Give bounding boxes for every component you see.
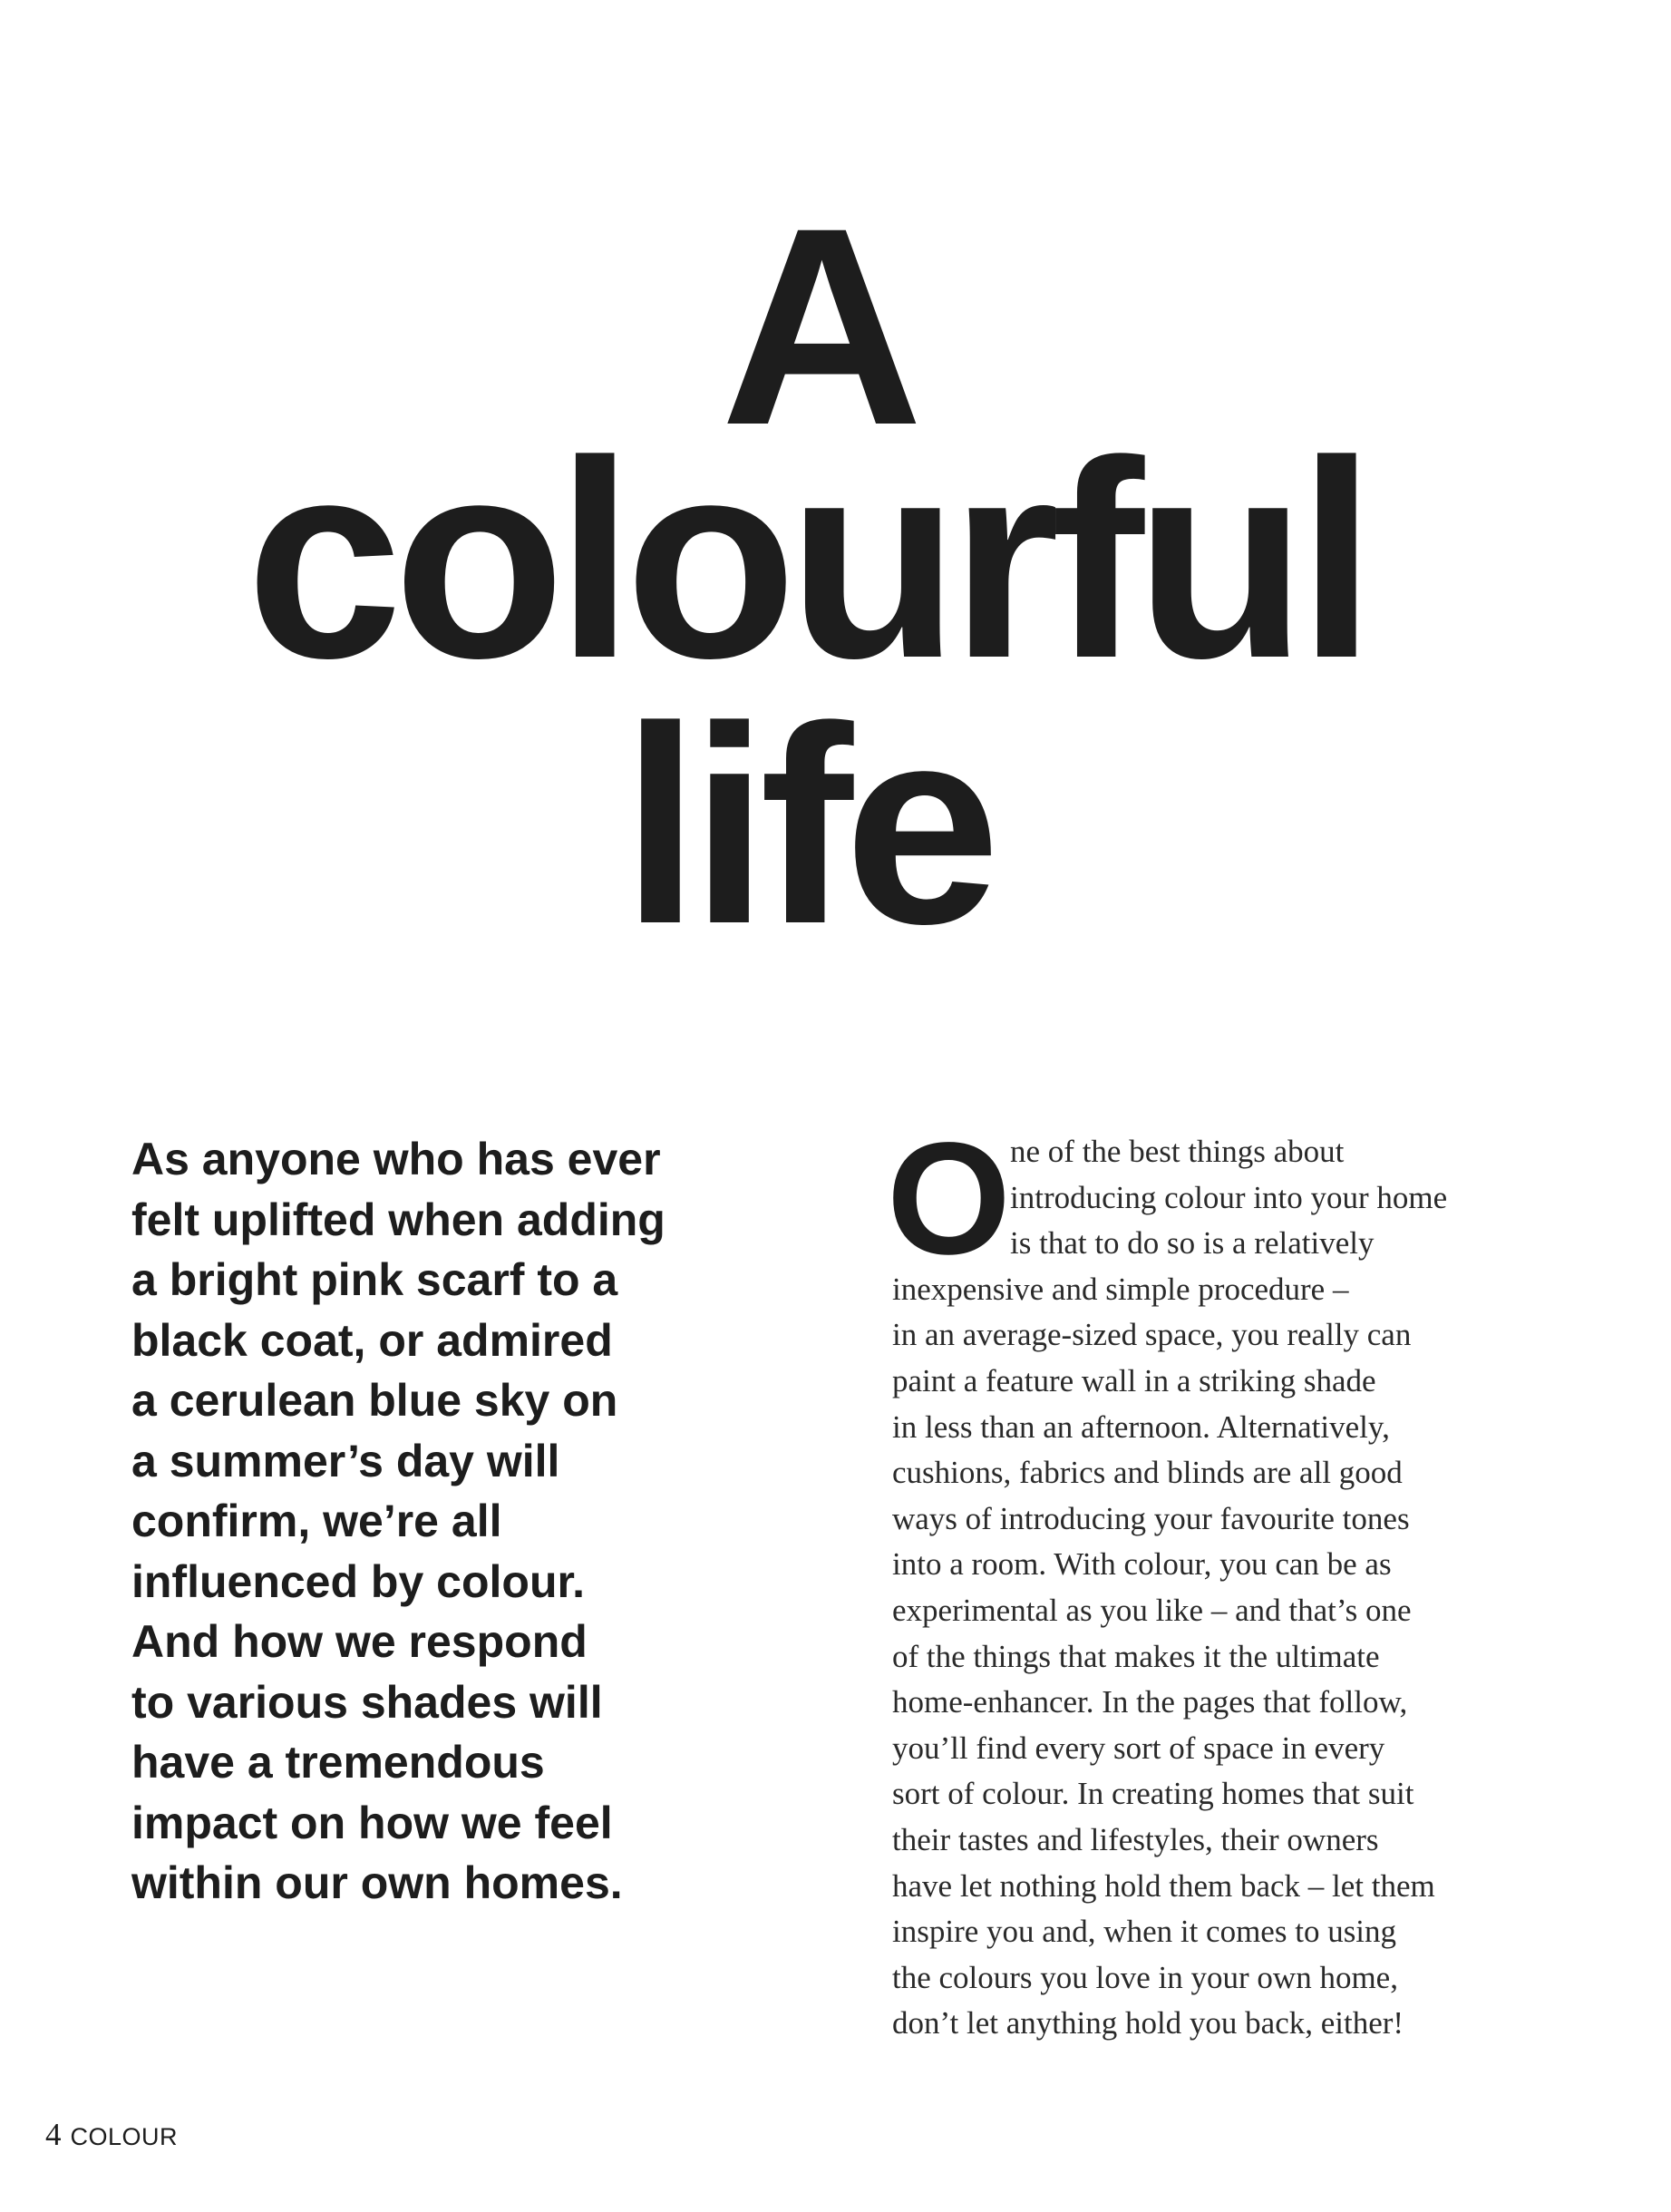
body-line: inexpensive and simple procedure – bbox=[892, 1271, 1349, 1307]
intro-line: confirm, we’re all bbox=[131, 1496, 502, 1546]
body-line: have let nothing hold them back – let them bbox=[892, 1867, 1435, 1904]
body-line: experimental as you like – and that’s one bbox=[892, 1592, 1412, 1628]
intro-line: a summer’s day will bbox=[131, 1435, 560, 1486]
body-line: you’ll find every sort of space in every bbox=[892, 1730, 1385, 1766]
intro-line: black coat, or admired bbox=[131, 1314, 613, 1366]
body-line: the colours you love in your own home, bbox=[892, 1959, 1398, 1995]
intro-line: have a tremendous bbox=[131, 1737, 545, 1788]
page-footer bbox=[45, 2119, 178, 2150]
body-line: don’t let anything hold you back, either! bbox=[892, 2005, 1404, 2041]
page-title-line-2: colourful bbox=[246, 402, 1367, 716]
intro-line: to various shades will bbox=[131, 1676, 603, 1728]
body-line: into a room. With colour, you can be as bbox=[892, 1546, 1392, 1583]
body-line: in less than an afternoon. Alternatively, bbox=[892, 1408, 1390, 1445]
body-line: ne of the best things about bbox=[1010, 1134, 1345, 1169]
body-line: in an average-sized space, you really can bbox=[892, 1317, 1412, 1353]
body-line: introducing colour into your home bbox=[1010, 1179, 1448, 1215]
body-line: their tastes and lifestyles, their owners bbox=[892, 1821, 1379, 1857]
body-line: sort of colour. In creating homes that suit bbox=[892, 1776, 1414, 1812]
intro-line: within our own homes. bbox=[131, 1857, 623, 1908]
intro-line: felt uplifted when adding bbox=[131, 1194, 665, 1245]
page-number: 4 bbox=[45, 2117, 62, 2152]
page-title-line-3: life bbox=[621, 667, 992, 982]
body-line: inspire you and, when it comes to using bbox=[892, 1914, 1397, 1950]
page-title-line-1: A bbox=[720, 169, 915, 483]
body-line: of the things that makes it the ultimate bbox=[892, 1638, 1380, 1674]
body-line: is that to do so is a relatively bbox=[1010, 1225, 1375, 1262]
intro-line: impact on how we feel bbox=[131, 1797, 613, 1848]
intro-line: And how we respond bbox=[131, 1616, 588, 1667]
body-paragraph bbox=[892, 1129, 1563, 2047]
intro-line: a bright pink scarf to a bbox=[131, 1254, 618, 1305]
body-line: paint a feature wall in a striking shade bbox=[892, 1362, 1376, 1398]
intro-line: a cerulean blue sky on bbox=[131, 1375, 618, 1426]
body-line: cushions, fabrics and blinds are all good bbox=[892, 1455, 1403, 1491]
body-line: ways of introducing your favourite tones bbox=[892, 1500, 1410, 1536]
intro-line: influenced by colour. bbox=[131, 1555, 586, 1607]
drop-cap: O bbox=[887, 1110, 1011, 1288]
intro-paragraph bbox=[131, 1129, 766, 1914]
section-name: COLOUR bbox=[70, 2123, 179, 2150]
intro-line: As anyone who has ever bbox=[131, 1134, 661, 1184]
body-line: home-enhancer. In the pages that follow, bbox=[892, 1684, 1408, 1720]
